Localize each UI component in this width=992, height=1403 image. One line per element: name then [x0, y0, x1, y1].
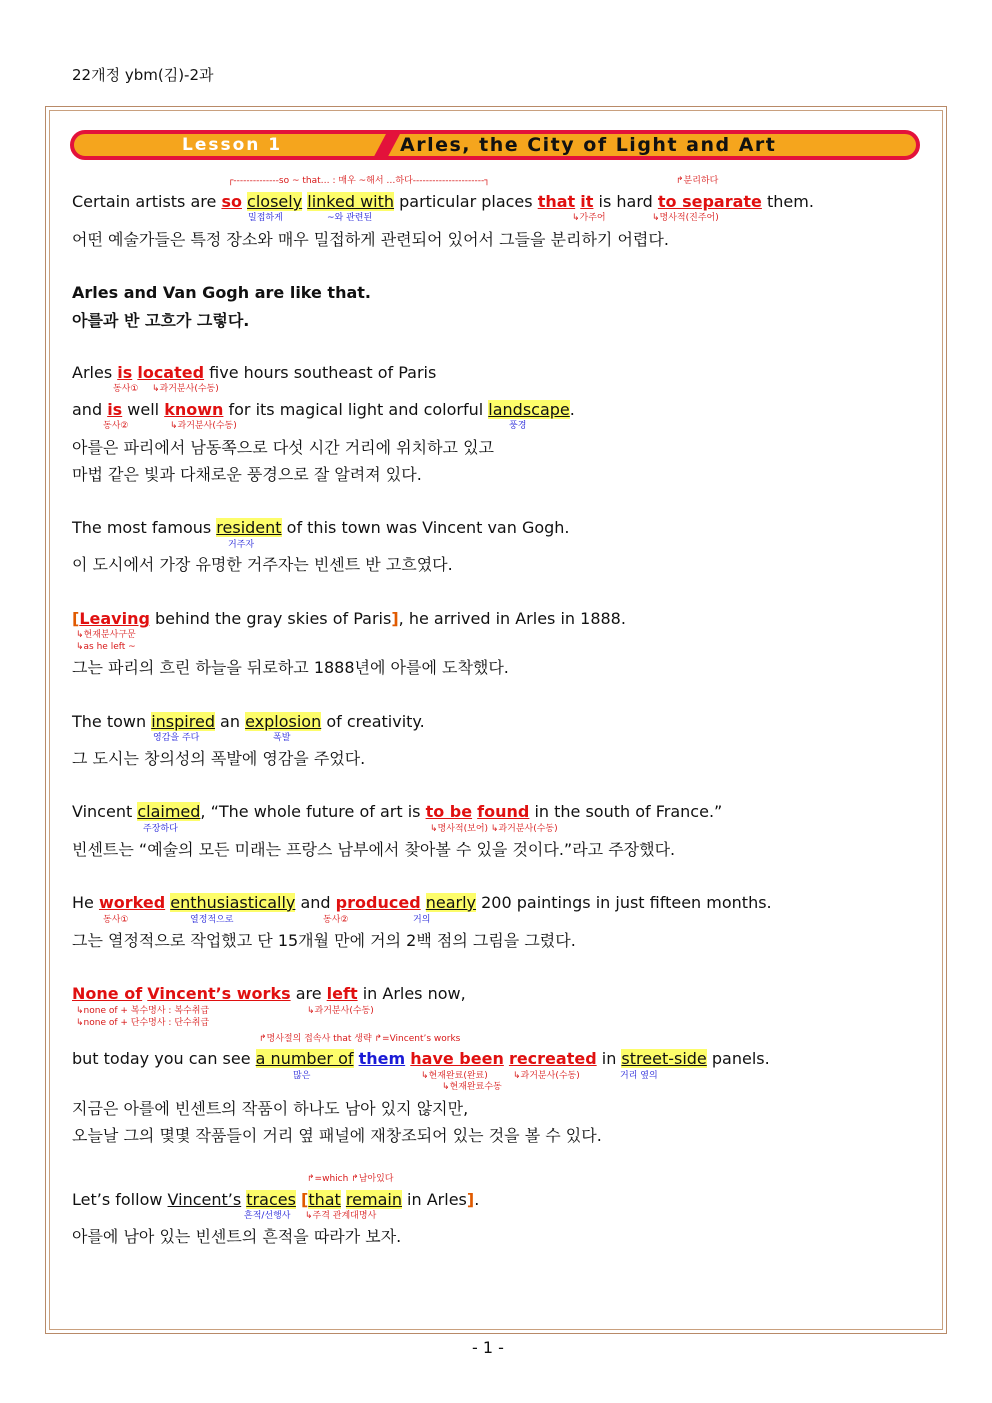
lesson-label: Lesson 1 — [182, 135, 283, 155]
sentence-9-en-line2: but today you can see a number of them have been recreated in street-side panels. — [72, 1049, 770, 1068]
lesson-banner — [70, 130, 920, 160]
annotation-located: ↳과거분사(수동) — [152, 384, 219, 394]
annotation-recreated: ↳과거분사(수동) — [513, 1071, 580, 1081]
annotation-enthusiastically: 열정적으로 — [190, 915, 234, 925]
sentence-9-ko-line2: 오늘날 그의 몇몇 작품들이 거리 옆 패널에 재창조되어 있는 것을 볼 수 있다. — [72, 1126, 602, 1145]
sentence-1-ko: 어떤 예술가들은 특정 장소와 매우 밀접하게 관련되어 있어서 그들을 분리하기 어렵다. — [72, 230, 669, 249]
annotation-as-he-left: ↳as he left ~ — [76, 642, 136, 652]
sentence-2-ko: 아를과 반 고흐가 그렇다. — [72, 311, 250, 330]
lesson-title: Arles, the City of Light and Art — [400, 134, 777, 156]
annotation-is-2: 동사② — [103, 421, 129, 431]
annotation-resident: 거주자 — [228, 540, 255, 550]
sentence-9-en-line1: None of Vincent’s works are left in Arles now, — [72, 984, 466, 1003]
banner-divider — [368, 130, 402, 160]
document-header: 22개정 ybm(김)-2과 — [72, 66, 214, 84]
annotation-inspired: 영감을 주다 — [153, 733, 200, 743]
annotation-participle: ↳현재분사구문 — [76, 630, 136, 640]
sentence-5-ko: 그는 파리의 흐린 하늘을 뒤로하고 1888년에 아를에 도착했다. — [72, 658, 509, 677]
sentence-3-ko-line1: 아를은 파리에서 남동쪽으로 다섯 시간 거리에 위치하고 있고 — [72, 438, 495, 457]
annotation-worked: 동사① — [103, 915, 129, 925]
annotation-a-number-of: 많은 — [293, 1071, 311, 1081]
sentence-8-en: He worked enthusiastically and produced nearly 200 paintings in just fifteen months. — [72, 893, 772, 912]
annotation-closely: 밀접하게 — [248, 213, 283, 223]
annotation-landscape: 풍경 — [509, 421, 527, 431]
annotation-have-been: ↳현재완료(완료) — [421, 1071, 488, 1081]
sentence-3-en-line2: and is well known for its magical light and colorful landscape. — [72, 400, 575, 419]
annotation-it: ↳가주어 — [572, 213, 606, 223]
page-number: - 1 - — [472, 1338, 504, 1357]
annotation-none-of-singular: ↳none of + 단수명사 : 단수취급 — [76, 1018, 210, 1028]
sentence-6-en: The town inspired an explosion of creativity. — [72, 712, 425, 731]
sentence-3-en-line1: Arles is located five hours southeast of Paris — [72, 363, 437, 382]
annotation-explosion: 폭발 — [273, 733, 291, 743]
sentence-9-ko-line1: 지금은 아를에 빈센트의 작품이 하나도 남아 있지 않지만, — [72, 1099, 469, 1118]
annotation-to-be-found: ↳명사적(보어) ↳과거분사(수동) — [430, 824, 558, 834]
annotation-known: ↳과거분사(수동) — [170, 421, 237, 431]
annotation-so-that: ┌--------------so ~ that… : 매우 ~해서 …하다----------------------┐ — [228, 176, 490, 186]
annotation-street-side: 거리 옆의 — [620, 1071, 658, 1081]
sentence-1-en: Certain artists are so closely linked with particular places that it is hard to separate them. — [72, 192, 814, 211]
annotation-nearly: 거의 — [413, 915, 431, 925]
annotation-relative-pronoun: ↳주격 관계대명사 — [305, 1211, 377, 1221]
annotation-linked-with: ~와 관련된 — [327, 213, 373, 223]
annotation-separate: ↱분리하다 — [676, 176, 719, 186]
annotation-claimed: 주장하다 — [143, 824, 178, 834]
annotation-present-perfect-passive: ↳현재완료수동 — [442, 1082, 502, 1092]
annotation-to-separate: ↳명사적(진주어) — [652, 213, 719, 223]
sentence-5-en: [Leaving behind the gray skies of Paris], he arrived in Arles in 1888. — [72, 609, 626, 628]
sentence-4-en: The most famous resident of this town was Vincent van Gogh. — [72, 518, 570, 537]
annotation-which-remain: ↱=which ↱남아있다 — [307, 1174, 394, 1184]
annotation-traces: 흔적/선행사 — [244, 1211, 291, 1221]
sentence-6-ko: 그 도시는 창의성의 폭발에 영감을 주었다. — [72, 749, 366, 768]
sentence-10-en: Let’s follow Vincent’s traces [that remain in Arles]. — [72, 1190, 480, 1209]
sentence-7-ko: 빈센트는 “예술의 모든 미래는 프랑스 남부에서 찾아볼 수 있을 것이다.”라고 주장했다. — [72, 840, 676, 859]
annotation-none-of-plural: ↳none of + 복수명사 : 복수취급 — [76, 1006, 210, 1016]
sentence-2-en: Arles and Van Gogh are like that. — [72, 283, 371, 302]
annotation-produced: 동사② — [323, 915, 349, 925]
sentence-4-ko: 이 도시에서 가장 유명한 거주자는 빈센트 반 고흐였다. — [72, 555, 453, 574]
sentence-3-ko-line2: 마법 같은 빛과 다채로운 풍경으로 잘 알려져 있다. — [72, 465, 422, 484]
sentence-10-ko: 아를에 남아 있는 빈센트의 흔적을 따라가 보자. — [72, 1227, 402, 1246]
annotation-left: ↳과거분사(수동) — [307, 1006, 374, 1016]
sentence-8-ko: 그는 열정적으로 작업했고 단 15개월 만에 거의 2백 점의 그림을 그렸다. — [72, 931, 576, 950]
sentence-7-en: Vincent claimed, “The whole future of art is to be found in the south of France.” — [72, 802, 723, 821]
annotation-is-1: 동사① — [113, 384, 139, 394]
annotation-that-omitted: ↱명사절의 접속사 that 생략 ↱=Vincent’s works — [259, 1034, 461, 1044]
